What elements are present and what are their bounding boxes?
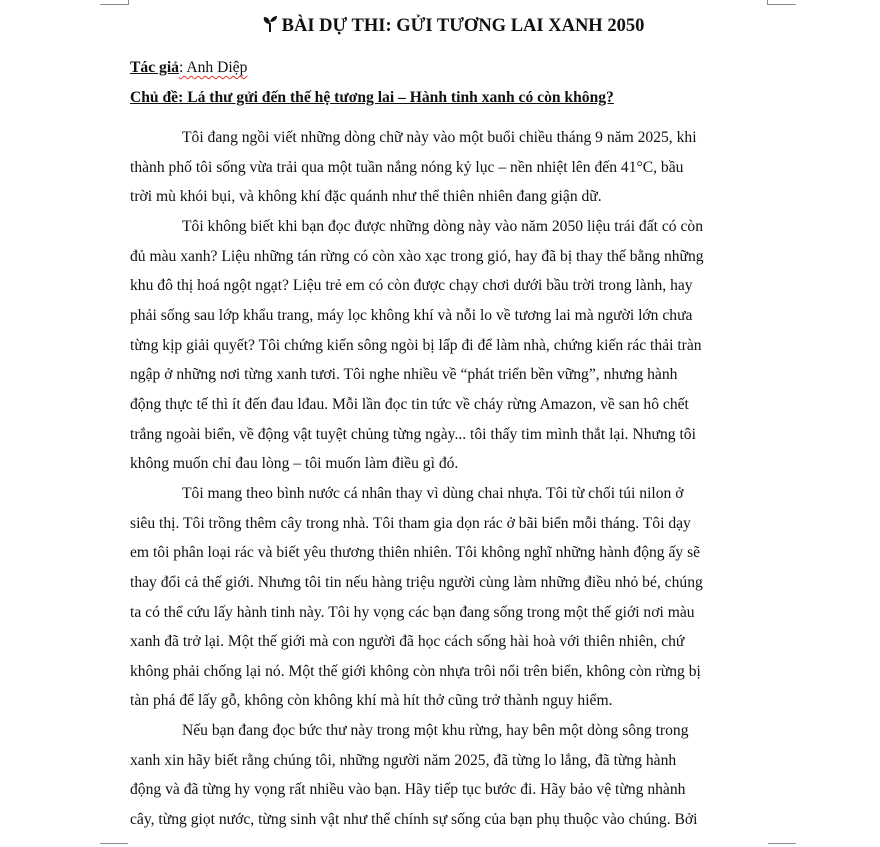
text-line: khu đô thị hoá ngột ngạt? Liệu trẻ em có còn được chạy chơi dưới bầu trời trong lành, hay	[130, 277, 693, 295]
text-line: thay đổi cả thế giới. Nhưng tôi tin nếu hàng triệu người cùng làm những điều nhỏ bé, chúng	[130, 573, 703, 591]
topic-value: : Lá thư gửi đến thế hệ tương lai – Hành tinh xanh có còn không?	[178, 89, 614, 106]
text-line: ngập ở những nơi từng xanh tươi. Tôi nghe nhiều về “phát triển bền vững”, nhưng hành	[130, 366, 678, 384]
crop-mark-top-left-vertical	[128, 0, 129, 5]
author-value: : Anh Diệp	[178, 59, 248, 76]
text-line: trắng ngoài biển, về động vật tuyệt chủng từng ngày... tôi thấy tim mình thắt lại. Nhưng tôi	[130, 425, 696, 443]
topic-label: Chủ đề	[130, 89, 179, 106]
author-label: Tác giả	[130, 59, 179, 76]
text-line: từng kịp giải quyết? Tôi chứng kiến sông ngòi bị lấp đi để làm nhà, chứng kiến rác thải tràn	[130, 336, 702, 354]
text-line: thành phố tôi sống vừa trải qua một tuần nắng nóng kỷ lục – nền nhiệt lên đến 41°C, bầu	[130, 158, 684, 176]
document-title	[0, 12, 880, 40]
text-line: Tôi đang ngồi viết những dòng chữ này vào một buổi chiều tháng 9 năm 2025, khi	[182, 129, 697, 146]
text-line: tàn phá để lấy gỗ, không còn không khí mà hít thở cũng trở thành nguy hiểm.	[130, 692, 613, 710]
text-line: Tôi mang theo bình nước cá nhân thay vì dùng chai nhựa. Tôi từ chối túi nilon ở	[182, 484, 684, 502]
text-line: Tôi không biết khi bạn đọc được những dòng này vào năm 2050 liệu trái đất có còn	[182, 217, 704, 235]
text-line: động và đã từng hy vọng rất nhiều vào bạn. Hãy tiếp tục bước đi. Hãy bảo vệ từng nhành	[130, 781, 686, 799]
title-text: BÀI DỰ THI: GỬI TƯƠNG LAI XANH 2050	[281, 16, 645, 36]
text-line: em tôi phân loại rác và biết yêu thương thiên nhiên. Tôi không nghĩ những hành động ấy sẽ	[130, 544, 701, 562]
text-line: trời mù khói bụi, và không khí đặc quánh như thể thiên nhiên đang giận dữ.	[130, 188, 602, 206]
text-line: xanh xin hãy biết rằng chúng tôi, những người năm 2025, đã từng lo lắng, đã từng hành	[130, 751, 677, 769]
crop-mark-top-left	[100, 4, 128, 5]
text-line: không muốn chỉ đau lòng – tôi muốn làm điều gì đó.	[130, 455, 459, 473]
author-line	[130, 58, 247, 78]
text-line: cây, từng giọt nước, từng sinh vật như thể chính sự sống của bạn phụ thuộc vào chúng. Bởi	[130, 811, 698, 829]
text-line: không phải chống lại nó. Một thế giới không còn nhựa trôi nổi trên biển, không còn rừng bị	[130, 662, 701, 680]
crop-mark-bottom-right	[768, 843, 796, 844]
text-line: động thực tế thì ít đến đau lđau. Mỗi lần đọc tin tức về cháy rừng Amazon, về san hô chết	[130, 395, 689, 413]
text-line: phải sống sau lớp khẩu trang, máy lọc không khí và nỗi lo về tương lai mà người lớn chưa	[130, 306, 693, 324]
crop-mark-bottom-left	[100, 843, 128, 844]
text-line: siêu thị. Tôi trồng thêm cây trong nhà. Tôi tham gia dọn rác ở bãi biển mỗi tháng. Tôi dạy	[130, 514, 691, 532]
text-line: đủ màu xanh? Liệu những tán rừng có còn xào xạc trong gió, hay đã bị thay thế bằng những	[130, 247, 704, 265]
text-line: Nếu bạn đang đọc bức thư này trong một khu rừng, hay bên một dòng sông trong	[182, 722, 689, 740]
letter-body	[130, 123, 770, 835]
topic-line	[130, 88, 614, 108]
text-line: ta có thể cứu lấy hành tinh này. Tôi hy vọng các bạn đang sống trong một thế giới nơi màu	[130, 603, 695, 621]
text-line: xanh đã trở lại. Một thế giới mà con người đã học cách sống hài hoà với thiên nhiên, chứ	[130, 633, 685, 651]
crop-mark-top-right-vertical	[767, 0, 768, 5]
seedling-icon	[262, 15, 278, 33]
crop-mark-top-right	[768, 4, 796, 5]
